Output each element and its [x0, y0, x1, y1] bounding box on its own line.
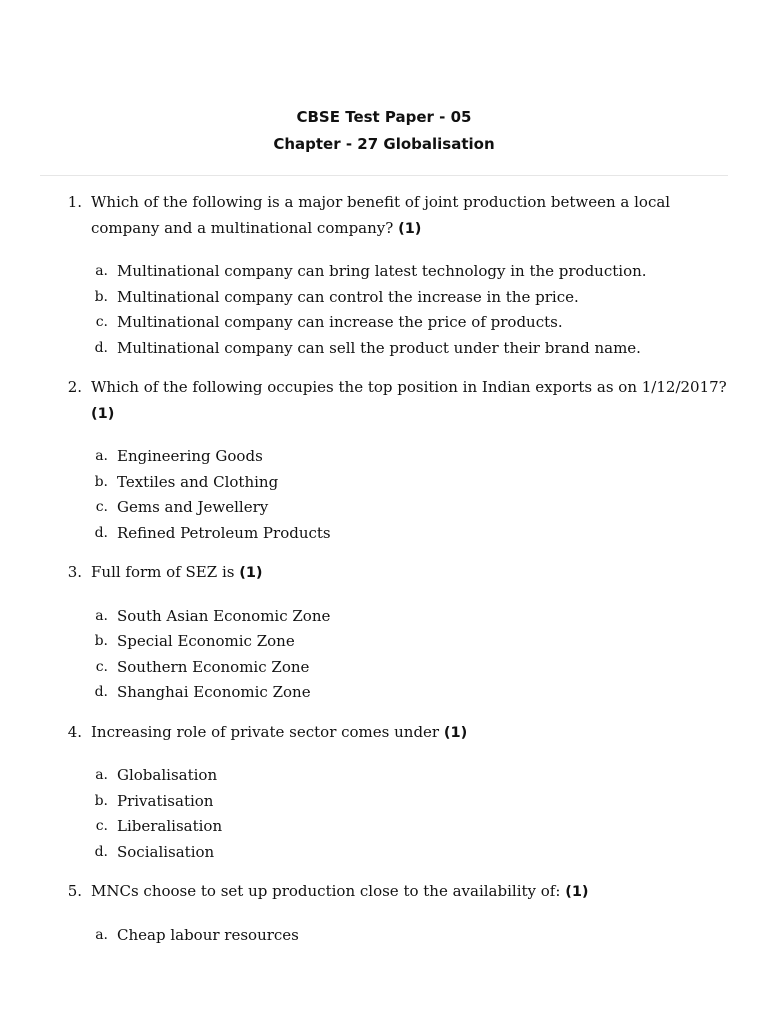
option-text: Multinational company can sell the product under their brand name.: [117, 338, 641, 357]
option-letter: b.: [94, 792, 108, 809]
option-d: [0, 336, 768, 362]
option-letter: a.: [95, 263, 108, 279]
option-text: Cheap labour resources: [117, 925, 299, 944]
question-1: [0, 190, 768, 361]
question-text: Increasing role of private sector comes under: [91, 722, 440, 741]
question-number: 1.: [67, 193, 82, 211]
question-3: [0, 560, 768, 706]
question-5: [0, 879, 768, 948]
option-letter: d.: [94, 843, 108, 860]
question-text-block: [91, 879, 731, 906]
question-text-block: [91, 190, 731, 242]
option-text: Gems and Jewellery: [117, 498, 269, 516]
question-text: Which of the following is a major benefit of joint production between a local company and a multinational company?: [91, 193, 671, 237]
option-a: [0, 604, 768, 630]
question-marks: (1): [565, 884, 589, 900]
option-text: Globalisation: [117, 766, 218, 784]
chapter-title: Chapter - 27 Globalisation: [273, 135, 495, 153]
option-letter: d.: [94, 339, 108, 356]
question-text-block: [91, 720, 731, 747]
option-d: [0, 840, 768, 866]
option-text: Multinational company can increase the price of products.: [117, 313, 563, 331]
question-2: [0, 375, 768, 546]
paper-title: CBSE Test Paper - 05: [296, 108, 472, 126]
option-c: [0, 655, 768, 681]
option-text: Shanghai Economic Zone: [117, 683, 311, 701]
option-text: Multinational company can control the increase in the price.: [117, 287, 579, 306]
option-b: [0, 629, 768, 655]
question-marks: (1): [443, 724, 468, 741]
option-list: [0, 923, 768, 949]
option-list: [0, 259, 768, 361]
header-divider: [40, 175, 728, 176]
option-letter: a.: [95, 448, 108, 464]
question-marks: (1): [239, 565, 263, 581]
option-letter: c.: [95, 818, 108, 834]
option-d: [0, 521, 768, 547]
option-text: Engineering Goods: [117, 447, 263, 465]
question-text: Full form of SEZ is: [91, 563, 235, 581]
option-a: [0, 763, 768, 789]
question-text: Which of the following occupies the top position in Indian exports as on 1/12/2017?: [91, 378, 727, 396]
question-number: 4.: [67, 722, 82, 741]
question-marks: (1): [91, 405, 115, 422]
option-list: [0, 763, 768, 865]
option-letter: a.: [95, 607, 108, 624]
option-a: [0, 923, 768, 949]
option-d: [0, 680, 768, 706]
option-text: Multinational company can bring latest technology in the production.: [117, 262, 647, 280]
option-text: Southern Economic Zone: [117, 657, 310, 676]
option-letter: c.: [95, 658, 108, 675]
question-text-block: [91, 560, 731, 587]
option-a: [0, 444, 768, 470]
option-a: [0, 259, 768, 285]
option-letter: d.: [94, 524, 108, 541]
option-list: [0, 444, 768, 546]
option-b: [0, 789, 768, 815]
question-number: 3.: [67, 563, 82, 581]
option-letter: b.: [94, 288, 108, 305]
option-text: Privatisation: [117, 791, 214, 810]
option-text: Liberalisation: [117, 817, 223, 835]
option-text: Textiles and Clothing: [117, 472, 279, 491]
option-letter: c.: [95, 314, 108, 330]
option-text: Socialisation: [117, 842, 215, 861]
option-b: [0, 285, 768, 311]
question-marks: (1): [398, 220, 422, 237]
question-text: MNCs choose to set up production close to the availability of:: [91, 882, 561, 900]
option-letter: d.: [94, 684, 108, 700]
option-text: South Asian Economic Zone: [117, 606, 331, 625]
question-text-block: [91, 375, 731, 427]
option-text: Refined Petroleum Products: [117, 523, 331, 542]
option-text: Special Economic Zone: [117, 632, 295, 650]
option-c: [0, 310, 768, 336]
option-letter: c.: [95, 499, 108, 515]
option-c: [0, 495, 768, 521]
question-number: 2.: [67, 378, 82, 396]
option-c: [0, 814, 768, 840]
option-letter: a.: [95, 767, 108, 783]
question-number: 5.: [67, 882, 82, 900]
option-b: [0, 470, 768, 496]
question-4: [0, 720, 768, 866]
question-list: [0, 190, 768, 962]
option-letter: a.: [95, 926, 108, 943]
option-letter: b.: [94, 473, 108, 490]
option-letter: b.: [94, 633, 108, 649]
document-header: [0, 106, 768, 155]
option-list: [0, 604, 768, 706]
